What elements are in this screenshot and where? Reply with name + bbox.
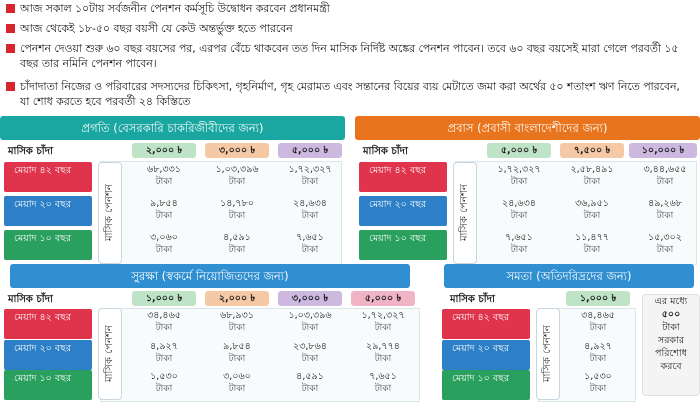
bullet-marker xyxy=(6,82,15,91)
pension-value xyxy=(562,198,622,222)
note-line: এর মধ্যে xyxy=(654,296,688,307)
row-label-20: মেয়াদ ২০ বছর xyxy=(359,196,447,226)
value-text: ১৪,৭৮০ xyxy=(220,198,254,209)
pension-value xyxy=(134,371,194,395)
value-text: ৪,৫৯১ xyxy=(223,232,251,243)
contribution-chip: ১,০০০ ৳ xyxy=(566,291,630,306)
unit-text: টাকা xyxy=(155,354,173,364)
value-text: ৪,৯২৭ xyxy=(584,341,612,352)
value-text: ২৯,৭৭৪ xyxy=(366,341,400,352)
pension-value xyxy=(207,371,267,395)
row-label-20: মেয়াদ ২০ বছর xyxy=(442,340,530,370)
pension-value xyxy=(635,198,695,222)
pension-value xyxy=(207,341,267,365)
pension-value xyxy=(635,164,695,188)
value-text: ১,৭২,৩২৭ xyxy=(288,164,332,175)
unit-text: টাকা xyxy=(301,245,319,255)
value-text: ৩৪,৪৬৫ xyxy=(581,310,615,321)
value-text: ১,৭২,৩২৭ xyxy=(497,164,541,175)
pension-value xyxy=(280,341,340,365)
pension-value xyxy=(134,232,194,256)
value-text: ৩৬,৯৫১ xyxy=(575,198,609,209)
unit-text: টাকা xyxy=(589,354,607,364)
unit-text: টাকা xyxy=(155,384,173,394)
contribution-chip: ২,০০০ ৳ xyxy=(205,291,269,306)
pension-value xyxy=(280,198,340,222)
monthly-contribution-label: মাসিক চাঁদা xyxy=(363,146,408,157)
monthly-contribution-label: মাসিক চাঁদা xyxy=(8,294,53,305)
row-label-42: মেয়াদ ৪২ বছর xyxy=(359,162,447,192)
pension-value xyxy=(568,341,628,365)
unit-text: টাকা xyxy=(583,245,601,255)
pension-value xyxy=(489,164,549,188)
pension-value xyxy=(280,164,340,188)
bullet-2: আজ থেকেই ১৮-৫০ বছর বয়সী যে কেউ অন্তর্ভুক্ত হতে পারবেন xyxy=(20,22,293,35)
pension-value xyxy=(489,198,549,222)
value-text: ৯,৮৫৪ xyxy=(150,198,178,209)
row-label-42: মেয়াদ ৪২ বছর xyxy=(4,309,92,339)
govt-contribution-note xyxy=(642,294,700,396)
value-text: ৪,৫৯১ xyxy=(296,371,324,382)
unit-text: টাকা xyxy=(301,384,319,394)
pension-value xyxy=(635,232,695,256)
unit-text: টাকা xyxy=(510,211,528,221)
panel-probash xyxy=(355,116,700,266)
unit-text: টাকা xyxy=(656,177,674,187)
monthly-pension-label: মাসিক পেনশন xyxy=(453,162,477,264)
panel-progoti xyxy=(0,116,345,266)
unit-text: টাকা xyxy=(155,245,173,255)
contribution-chip: ৫,০০০ ৳ xyxy=(351,291,415,306)
unit-text: টাকা xyxy=(583,211,601,221)
unit-text: টাকা xyxy=(155,177,173,187)
bullet-4: চাঁদাদাতা নিজের ও পরিবারের সদস্যদের চিকিৎসা, গৃহনির্মাণ, গৃহ মেরামত এবং সন্তানের বিয়ের ব্যয় মেটাতে জমা করা অর্থের ৫০ শতাংশ ঋণ নিতে পারবেন, যা শোধ করতে হবে পরবর্তী ২৪ কিস্তিতে xyxy=(20,80,680,108)
unit-text: টাকা xyxy=(301,354,319,364)
value-text: ২৪,৬৩৪ xyxy=(293,198,327,209)
value-text: ৪৯,২৬৮ xyxy=(648,198,682,209)
value-text: ৩৪,৪৬৫ xyxy=(147,310,181,321)
panel-title: সুরক্ষা (স্বকর্মে নিয়োজিতদের জন্য) xyxy=(10,264,410,288)
unit-text: টাকা xyxy=(656,245,674,255)
pension-value xyxy=(207,198,267,222)
bullet-marker xyxy=(6,44,15,53)
row-label-20: মেয়াদ ২০ বছর xyxy=(4,196,92,226)
unit-text: টাকা xyxy=(228,354,246,364)
pension-value xyxy=(134,198,194,222)
value-text: ৩,০৬০ xyxy=(150,232,178,243)
panel-title: প্রবাস (প্রবাসী বাংলাদেশীদের জন্য) xyxy=(355,116,700,140)
pension-value xyxy=(562,232,622,256)
unit-text: টাকা xyxy=(228,177,246,187)
pension-value xyxy=(568,310,628,334)
contribution-chip: ১,০০০ ৳ xyxy=(132,291,196,306)
bullet-marker xyxy=(6,4,15,13)
value-text: ৯,৮৫৪ xyxy=(223,341,251,352)
value-text: ২,৫৮,৪৯১ xyxy=(570,164,614,175)
panel-title: সমতা (অতিদরিদ্রদের জন্য) xyxy=(444,264,694,288)
contribution-chip: ৭,৫০০ ৳ xyxy=(560,143,624,158)
pension-value xyxy=(489,232,549,256)
contribution-chip: ১০,০০০ ৳ xyxy=(629,143,697,158)
value-text: ১,০৩,৩৯৬ xyxy=(288,310,332,321)
row-label-10: মেয়াদ ১০ বছর xyxy=(359,230,447,260)
monthly-contribution-label: মাসিক চাঁদা xyxy=(8,146,53,157)
monthly-contribution-label: মাসিক চাঁদা xyxy=(450,294,495,305)
unit-text: টাকা xyxy=(589,323,607,333)
panel-title: প্রগতি (বেসরকারি চাকরিজীবীদের জন্য) xyxy=(0,116,345,140)
value-text: ১৫,৩০২ xyxy=(648,232,682,243)
monthly-pension-label: মাসিক পেনশন xyxy=(98,162,122,264)
note-line: টাকা xyxy=(662,322,680,333)
value-text: ৩,০৬০ xyxy=(223,371,251,382)
unit-text: টাকা xyxy=(583,177,601,187)
row-label-42: মেয়াদ ৪২ বছর xyxy=(442,309,530,339)
contribution-chip: ২,০০০ ৳ xyxy=(132,143,196,158)
pension-value xyxy=(134,310,194,334)
unit-text: টাকা xyxy=(155,323,173,333)
unit-text: টাকা xyxy=(301,211,319,221)
unit-text: টাকা xyxy=(301,177,319,187)
value-text: ৭,৬৫১ xyxy=(369,371,397,382)
unit-text: টাকা xyxy=(374,354,392,364)
note-line: ৫০০ xyxy=(661,309,681,320)
panel-somota xyxy=(438,264,700,400)
row-label-10: মেয়াদ ১০ বছর xyxy=(442,370,530,400)
value-text: ১,৭২,৩২৭ xyxy=(361,310,405,321)
pension-value xyxy=(353,341,413,365)
pension-value xyxy=(280,310,340,334)
contribution-chip: ৫,০০০ ৳ xyxy=(278,143,342,158)
pension-value xyxy=(207,164,267,188)
pension-value xyxy=(353,310,413,334)
note-line: করবে xyxy=(660,361,682,372)
pension-value xyxy=(568,371,628,395)
value-text: ১,০৩,৩৯৬ xyxy=(215,164,259,175)
row-label-20: মেয়াদ ২০ বছর xyxy=(4,340,92,370)
value-text: ১,৫৩০ xyxy=(150,371,178,382)
value-text: ৭,৬৫১ xyxy=(296,232,324,243)
unit-text: টাকা xyxy=(228,245,246,255)
unit-text: টাকা xyxy=(228,211,246,221)
contribution-chip: ৫,০০০ ৳ xyxy=(487,143,551,158)
unit-text: টাকা xyxy=(510,177,528,187)
unit-text: টাকা xyxy=(374,384,392,394)
pension-value xyxy=(280,371,340,395)
unit-text: টাকা xyxy=(656,211,674,221)
note-line: পরিশোধ xyxy=(655,348,687,359)
bullet-marker xyxy=(6,24,15,33)
unit-text: টাকা xyxy=(301,323,319,333)
monthly-pension-label: মাসিক পেনশন xyxy=(98,308,122,400)
value-text: ১১,৪৭৭ xyxy=(575,232,609,243)
unit-text: টাকা xyxy=(155,211,173,221)
value-text: ৭,৬৫১ xyxy=(505,232,533,243)
bullet-3: পেনশন দেওয়া শুরু ৬০ বছর বয়সের পর, এরপর বেঁচে থাকবেন তত দিন মাসিক নির্দিষ্ট অঙ্কের পেনশন পাবেন। তবে ৬০ বছর বয়সেই মারা গেলে পরবর্তী ১৫ বছর তার নমিনি পেনশন পাবেন। xyxy=(20,42,679,70)
pension-value xyxy=(562,164,622,188)
pension-value xyxy=(134,164,194,188)
contribution-chip: ৩,০০০ ৳ xyxy=(205,143,269,158)
unit-text: টাকা xyxy=(228,323,246,333)
value-text: ৪,৯২৭ xyxy=(150,341,178,352)
bullet-list xyxy=(0,0,700,112)
value-text: ৬৮,৩৩১ xyxy=(147,164,181,175)
panel-surokkha xyxy=(0,264,420,400)
contribution-chip: ৩,০০০ ৳ xyxy=(278,291,342,306)
value-text: ১,৫৩০ xyxy=(584,371,612,382)
unit-text: টাকা xyxy=(228,384,246,394)
pension-value xyxy=(207,232,267,256)
pension-value xyxy=(134,341,194,365)
pension-value xyxy=(207,310,267,334)
value-text: ২৩,৮৬৪ xyxy=(293,341,327,352)
unit-text: টাকা xyxy=(589,384,607,394)
bullet-1: আজ সকাল ১০টায় সর্বজনীন পেনশন কর্মসূচি উদ্বোধন করবেন প্রধানমন্ত্রী xyxy=(20,2,330,15)
monthly-pension-label: মাসিক পেনশন xyxy=(536,308,560,400)
value-text: ২৪,৬৩৪ xyxy=(502,198,536,209)
note-line: সরকার xyxy=(657,335,685,346)
row-label-10: মেয়াদ ১০ বছর xyxy=(4,370,92,400)
value-text: ৩,৪৪,৬৫৫ xyxy=(643,164,687,175)
pension-value xyxy=(353,371,413,395)
pension-value xyxy=(280,232,340,256)
value-text: ৬৮,৯৩১ xyxy=(220,310,254,321)
unit-text: টাকা xyxy=(374,323,392,333)
row-label-42: মেয়াদ ৪২ বছর xyxy=(4,162,92,192)
row-label-10: মেয়াদ ১০ বছর xyxy=(4,230,92,260)
unit-text: টাকা xyxy=(510,245,528,255)
